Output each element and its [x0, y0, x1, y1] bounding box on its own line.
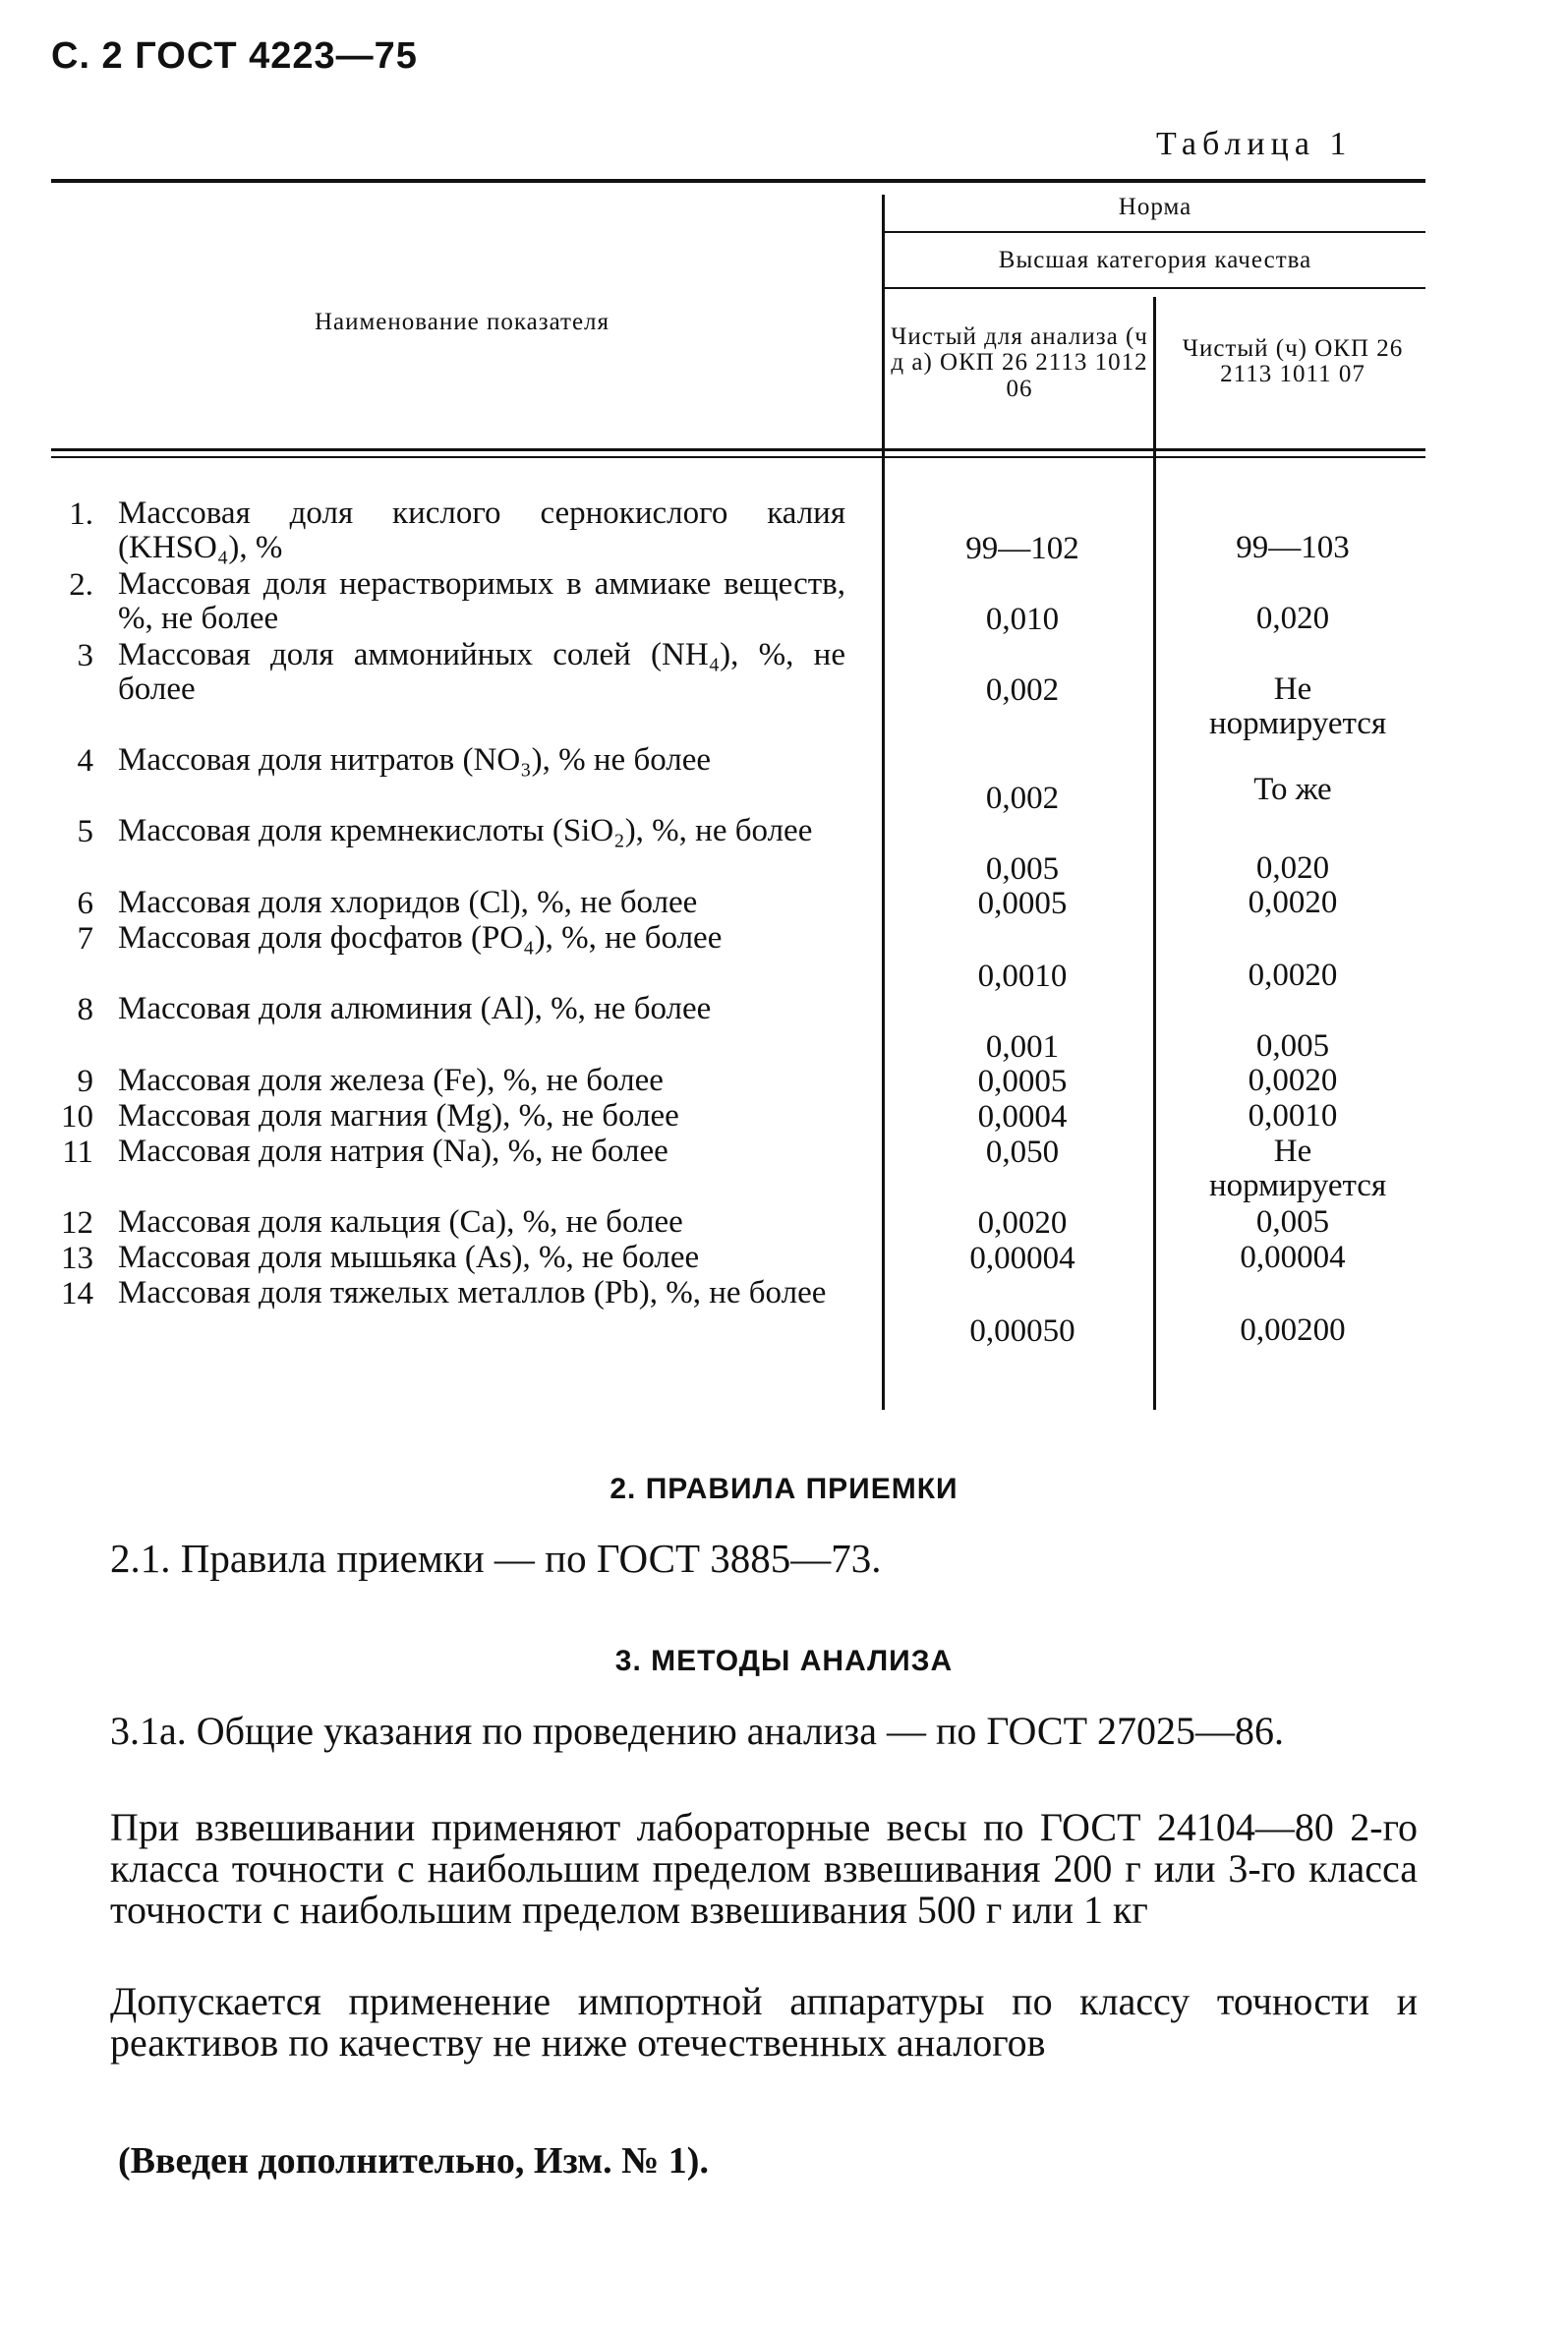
row-value-chda: 0,00004: [969, 1241, 1075, 1276]
row-value-chda: 0,0004: [977, 1099, 1068, 1135]
row-number: 8: [77, 992, 93, 1027]
row-number: 14: [61, 1276, 93, 1311]
row-name: Массовая доля магния (Mg), %, не более: [118, 1098, 679, 1134]
row-value-chda: 0,005: [985, 851, 1060, 887]
norm-underline: [885, 231, 1425, 233]
section-3-paragraph-3: Допускается применение импортной аппаратуры по классу точности и реактивов по качеству не ниже отечественных аналогов: [110, 1979, 1418, 2065]
row-value-chda: 0,00050: [969, 1313, 1075, 1349]
row-value-ch: Не нормируется: [1209, 1134, 1387, 1203]
row-number: 3: [77, 638, 93, 673]
row-value-ch: Не нормируется: [1209, 671, 1387, 741]
row-value-chda: 99—102: [965, 531, 1079, 566]
table-top-rule: [51, 179, 1425, 183]
table-header-bottom-rule-2: [51, 456, 1425, 458]
row-value-chda: 0,0020: [977, 1205, 1068, 1241]
row-number: 5: [77, 814, 93, 849]
row-name: Массовая доля мышьяка (As), %, не более: [118, 1240, 700, 1275]
row-value-ch: 0,0020: [1248, 958, 1338, 993]
section-3-title: 3. МЕТОДЫ АНАЛИЗА: [614, 1645, 954, 1677]
row-value-chda: 0,0005: [977, 886, 1068, 921]
category-underline: [885, 287, 1425, 289]
row-value-chda: 0,002: [985, 672, 1060, 708]
row-name: Массовая доля фосфатов (PO₄), %, не более: [118, 920, 723, 956]
col-chda-header: Чистый для анализа (ч д а) ОКП 26 2113 1012 06: [891, 323, 1148, 402]
row-number: 11: [62, 1135, 93, 1170]
section-2-title: 2. ПРАВИЛА ПРИЕМКИ: [610, 1473, 958, 1505]
col-name-header: Наименование показателя: [314, 309, 610, 335]
section-3-paragraph-1: 3.1а. Общие указания по проведению анализа — по ГОСТ 27025—86.: [110, 1709, 1285, 1753]
row-value-ch: То же: [1253, 772, 1332, 807]
row-number: 7: [77, 921, 93, 957]
row-number: 6: [77, 886, 93, 921]
row-value-chda: 0,002: [985, 781, 1060, 816]
row-number: 12: [61, 1205, 93, 1241]
row-value-ch: 0,005: [1255, 1204, 1330, 1240]
row-number: 1.: [69, 496, 93, 532]
row-value-chda: 0,050: [985, 1135, 1060, 1170]
row-name: Массовая доля аммонийных солей (NH₄), %, не более: [118, 637, 845, 707]
amendment-note: (Введен дополнительно, Изм. № 1).: [118, 2140, 709, 2182]
row-number: 10: [61, 1099, 93, 1135]
row-name: Массовая доля кальция (Ca), %, не более: [118, 1204, 683, 1240]
col-norm-header: Норма: [1118, 194, 1192, 220]
row-value-ch: 0,0020: [1248, 1063, 1338, 1098]
row-name: Массовая доля тяжелых металлов (Pb), %, не более: [118, 1275, 827, 1311]
section-3-paragraph-2: При взвешивании применяют лабораторные весы по ГОСТ 24104—80 2-го класса точности с наибольшим пределом взвешивания 200 г или 3-го класса точности с наибольшим пределом взвешивания 500 г или 1 кг: [110, 1805, 1418, 1932]
row-name: Массовая доля алюминия (Al), %, не более: [118, 991, 712, 1026]
row-value-ch: 0,005: [1255, 1028, 1330, 1064]
row-number: 13: [61, 1241, 93, 1276]
row-name: Массовая доля нитратов (NO₃), % не более: [118, 742, 712, 778]
row-value-ch: 0,00200: [1240, 1312, 1346, 1348]
row-number: 9: [77, 1064, 93, 1099]
row-value-ch: 99—103: [1236, 530, 1350, 565]
row-name: Массовая доля нерастворимых в аммиаке веществ, %, не более: [118, 566, 845, 636]
row-name: Массовая доля кислого сернокислого калия (KHSO₄), %: [118, 495, 845, 565]
col-ch-header: Чистый (ч) ОКП 26 2113 1011 07: [1182, 335, 1404, 388]
row-value-chda: 0,0005: [977, 1064, 1068, 1099]
row-value-chda: 0,0010: [977, 959, 1068, 994]
section-2-paragraph: 2.1. Правила приемки — по ГОСТ 3885—73.: [110, 1536, 882, 1581]
col-category-header: Высшая категория качества: [998, 247, 1312, 273]
table-label: Таблица 1: [1156, 126, 1353, 162]
row-value-chda: 0,010: [985, 602, 1060, 637]
row-name: Массовая доля натрия (Na), %, не более: [118, 1134, 668, 1169]
row-name: Массовая доля кремнекислоты (SiO₂), %, не более: [118, 813, 813, 848]
row-name: Массовая доля хлоридов (Cl), %, не более: [118, 885, 698, 920]
row-number: 2.: [69, 567, 93, 603]
row-value-ch: 0,0010: [1248, 1098, 1338, 1134]
table-header-bottom-rule: [51, 448, 1425, 451]
row-value-chda: 0,001: [985, 1029, 1060, 1065]
row-value-ch: 0,00004: [1240, 1240, 1346, 1275]
row-value-ch: 0,020: [1255, 601, 1330, 636]
row-value-ch: 0,020: [1255, 850, 1330, 886]
page-header: С. 2 ГОСТ 4223—75: [51, 35, 418, 77]
row-value-ch: 0,0020: [1248, 885, 1338, 920]
row-name: Массовая доля железа (Fe), %, не более: [118, 1063, 664, 1098]
row-number: 4: [77, 743, 93, 779]
